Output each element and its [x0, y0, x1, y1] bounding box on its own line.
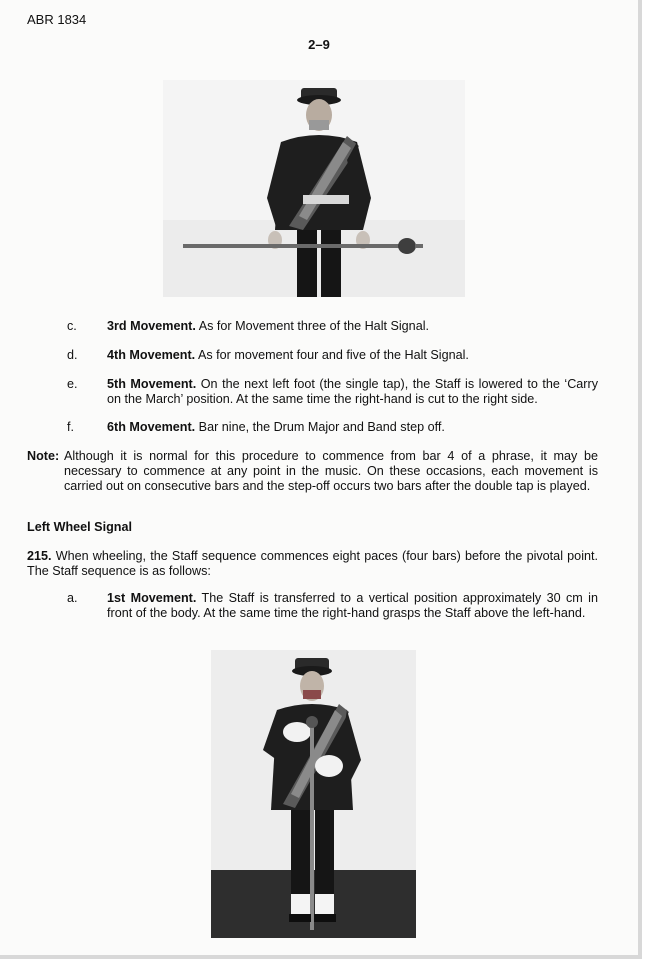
list-item-letter: f.: [67, 420, 74, 434]
paragraph-text: When wheeling, the Staff sequence commences eight paces (four bars) before the pivotal point. The Staff sequence is as follows:: [27, 549, 598, 578]
list-item-letter: a.: [67, 591, 78, 605]
movement-text: As for Movement three of the Halt Signal.: [195, 319, 429, 333]
paragraph-number: 215.: [27, 549, 52, 563]
section-heading: Left Wheel Signal: [27, 520, 132, 534]
list-item: [67, 377, 598, 407]
list-item-body: [107, 377, 598, 407]
photo-staff-vertical: [211, 650, 416, 938]
movement-title: 1st Movement.: [107, 591, 197, 605]
list-item-letter: c.: [67, 319, 77, 333]
page-number: 2–9: [308, 37, 330, 52]
list-item-body: [107, 420, 598, 435]
list-item-letter: d.: [67, 348, 78, 362]
note-label: Note:: [27, 449, 60, 463]
movement-text: On the next left foot (the single tap), the Staff is lowered to the ‘Carry on the March’ position. At the same time the right-hand is cut to the right side.: [107, 377, 598, 406]
movement-text: As for movement four and five of the Halt Signal.: [195, 348, 469, 362]
drum-major-figure-illustration: [211, 650, 416, 938]
movement-title: 5th Movement.: [107, 377, 197, 391]
paragraph-215: [27, 549, 598, 579]
movement-text: The Staff is transferred to a vertical position approximately 30 cm in front of the body. At the same time the right-hand grasps the Staff above the left-hand.: [107, 591, 598, 620]
drum-major-figure-illustration: [163, 80, 465, 297]
document-code: ABR 1834: [27, 12, 87, 27]
list-item-letter: e.: [67, 377, 78, 391]
movement-text: Bar nine, the Drum Major and Band step off.: [195, 420, 445, 434]
photo-staff-horizontal: [163, 80, 465, 297]
list-item: [67, 591, 598, 621]
movement-title: 3rd Movement.: [107, 319, 196, 333]
note-text: Although it is normal for this procedure to commence from bar 4 of a phrase, it may be necessary to commence at any point in the music. On these occasions, each movement is carried out on consecutive bars and the step-off occurs two bars after the double tap is played.: [64, 449, 598, 493]
list-item-body: [107, 348, 598, 363]
list-item: [67, 319, 598, 334]
list-item-body: [107, 319, 598, 334]
list-item: [67, 420, 598, 435]
list-item-body: [107, 591, 598, 621]
movement-title: 4th Movement.: [107, 348, 196, 362]
list-item: [67, 348, 598, 363]
movement-title: 6th Movement.: [107, 420, 196, 434]
